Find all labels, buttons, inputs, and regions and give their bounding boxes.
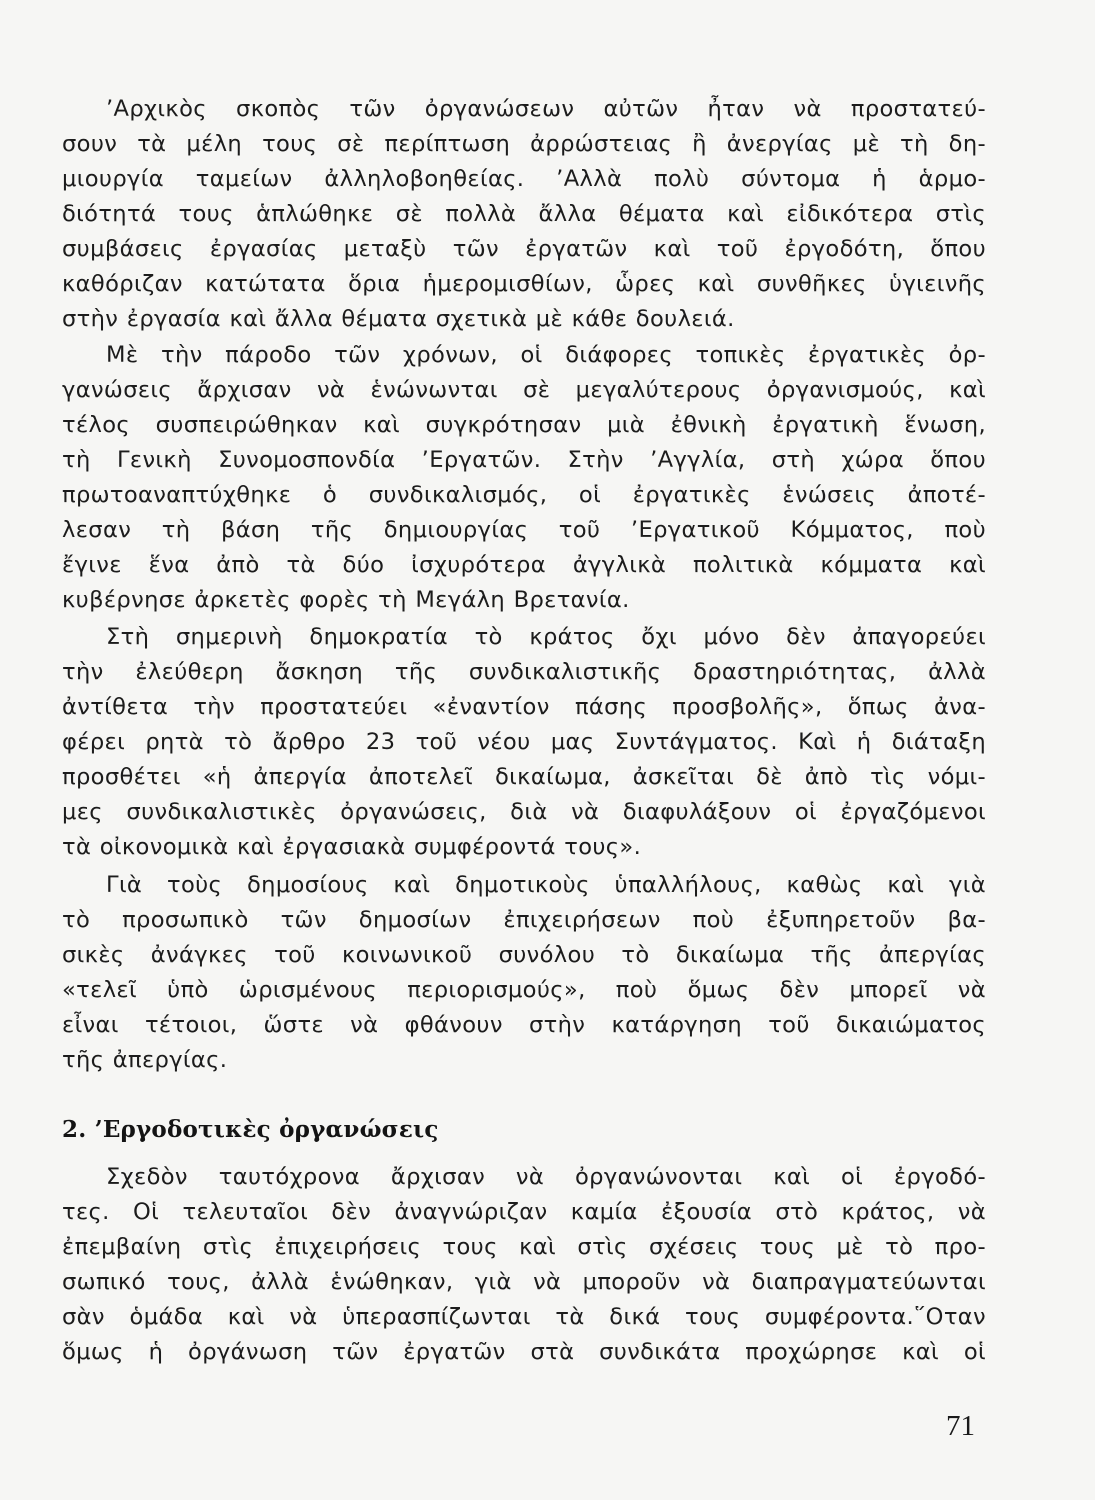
page-number: 71 bbox=[946, 1410, 975, 1442]
text-line: τες. Οἱ τελευταῖοι δὲν ἀναγνώριζαν καμία ἐξουσία στὸ κράτος, νὰ bbox=[62, 1199, 986, 1225]
text-line: ὅμως ἡ ὀργάνωση τῶν ἐργατῶν στὰ συνδικάτα προχώρησε καὶ οἱ bbox=[62, 1339, 986, 1365]
text-line: Σχεδὸν ταυτόχρονα ἄρχισαν νὰ ὀργανώνονται καὶ οἱ ἐργοδό- bbox=[106, 1164, 986, 1190]
text-line: στὴν ἐργασία καὶ ἄλλα θέματα σχετικὰ μὲ κάθε δουλειά. bbox=[62, 306, 735, 332]
text-line: «τελεῖ ὑπὸ ὡρισμένους περιορισμούς», ποὺ ὅμως δὲν μπορεῖ νὰ bbox=[62, 977, 986, 1003]
text-line: πρωτοαναπτύχθηκε ὁ συνδικαλισμός, οἱ ἐργατικὲς ἑνώσεις ἀποτέ- bbox=[62, 482, 986, 508]
text-line: εἶναι τέτοιοι, ὥστε νὰ φθάνουν στὴν κατάργηση τοῦ δικαιώματος bbox=[62, 1012, 986, 1038]
text-line: προσθέτει «ἡ ἀπεργία ἀποτελεῖ δικαίωμα, ἀσκεῖται δὲ ἀπὸ τὶς νόμι- bbox=[62, 764, 986, 790]
text-line: καθόριζαν κατώτατα ὅρια ἡμερομισθίων, ὧρες καὶ συνθῆκες ὑγιεινῆς bbox=[62, 271, 986, 297]
text-line: ἔγινε ἕνα ἀπὸ τὰ δύο ἰσχυρότερα ἀγγλικὰ πολιτικὰ κόμματα καὶ bbox=[62, 552, 986, 578]
text-line: συμβάσεις ἐργασίας μεταξὺ τῶν ἐργατῶν καὶ τοῦ ἐργοδότη, ὅπου bbox=[62, 236, 986, 262]
section-heading: 2. ’Εργοδοτικὲς ὀργανώσεις bbox=[62, 1116, 439, 1143]
text-line: τῆς ἀπεργίας. bbox=[62, 1047, 228, 1073]
text-line: μιουργία ταμείων ἀλληλοβοηθείας. ’Αλλὰ πολὺ σύντομα ἡ ἁρμο- bbox=[62, 166, 986, 192]
text-line: διότητά τους ἁπλώθηκε σὲ πολλὰ ἄλλα θέματα καὶ εἰδικότερα στὶς bbox=[62, 201, 986, 227]
text-line: ἐπεμβαίνη στὶς ἐπιχειρήσεις τους καὶ στὶς σχέσεις τους μὲ τὸ προ- bbox=[62, 1234, 986, 1260]
text-line: λεσαν τὴ βάση τῆς δημιουργίας τοῦ ’Εργατικοῦ Κόμματος, ποὺ bbox=[62, 517, 986, 543]
text-line: σωπικό τους, ἀλλὰ ἑνώθηκαν, γιὰ νὰ μποροῦν νὰ διαπραγματεύωνται bbox=[62, 1269, 986, 1295]
text-line: κυβέρνησε ἀρκετὲς φορὲς τὴ Μεγάλη Βρετανία. bbox=[62, 587, 630, 613]
text-line: τὴν ἐλεύθερη ἄσκηση τῆς συνδικαλιστικῆς δραστηριότητας, ἀλλὰ bbox=[62, 659, 986, 685]
text-line: γανώσεις ἄρχισαν νὰ ἑνώνωνται σὲ μεγαλύτερους ὀργανισμούς, καὶ bbox=[62, 377, 986, 403]
text-line: σὰν ὁμάδα καὶ νὰ ὑπερασπίζωνται τὰ δικά τους συμφέροντα.῞Οταν bbox=[62, 1304, 986, 1330]
text-line: ἀντίθετα τὴν προστατεύει «ἐναντίον πάσης προσβολῆς», ὅπως ἀνα- bbox=[62, 694, 986, 720]
text-line: Στὴ σημερινὴ δημοκρατία τὸ κράτος ὄχι μόνο δὲν ἀπαγορεύει bbox=[106, 624, 986, 650]
text-line: ’Αρχικὸς σκοπὸς τῶν ὀργανώσεων αὐτῶν ἦταν νὰ προστατεύ- bbox=[106, 96, 986, 122]
text-line: Μὲ τὴν πάροδο τῶν χρόνων, οἱ διάφορες τοπικὲς ἐργατικὲς ὀρ- bbox=[106, 342, 986, 368]
text-line: σουν τὰ μέλη τους σὲ περίπτωση ἀρρώστειας ἢ ἀνεργίας μὲ τὴ δη- bbox=[62, 131, 986, 157]
text-line: τὰ οἰκονομικὰ καὶ ἐργασιακὰ συμφέροντά τους». bbox=[62, 834, 642, 860]
text-line: φέρει ρητὰ τὸ ἄρθρο 23 τοῦ νέου μας Συντάγματος. Καὶ ἡ διάταξη bbox=[62, 729, 986, 755]
text-line: τὴ Γενικὴ Συνομοσπονδία ’Εργατῶν. Στὴν ’Αγγλία, στὴ χώρα ὅπου bbox=[62, 447, 986, 473]
text-line: τέλος συσπειρώθηκαν καὶ συγκρότησαν μιὰ ἐθνικὴ ἐργατικὴ ἕνωση, bbox=[62, 412, 986, 438]
text-line: Γιὰ τοὺς δημοσίους καὶ δημοτικοὺς ὑπαλλήλους, καθὼς καὶ γιὰ bbox=[106, 872, 986, 898]
text-line: σικὲς ἀνάγκες τοῦ κοινωνικοῦ συνόλου τὸ δικαίωμα τῆς ἀπεργίας bbox=[62, 942, 986, 968]
text-line: μες συνδικαλιστικὲς ὀργανώσεις, διὰ νὰ διαφυλάξουν οἱ ἐργαζόμενοι bbox=[62, 799, 986, 825]
text-line: τὸ προσωπικὸ τῶν δημοσίων ἐπιχειρήσεων ποὺ ἐξυπηρετοῦν βα- bbox=[62, 907, 986, 933]
